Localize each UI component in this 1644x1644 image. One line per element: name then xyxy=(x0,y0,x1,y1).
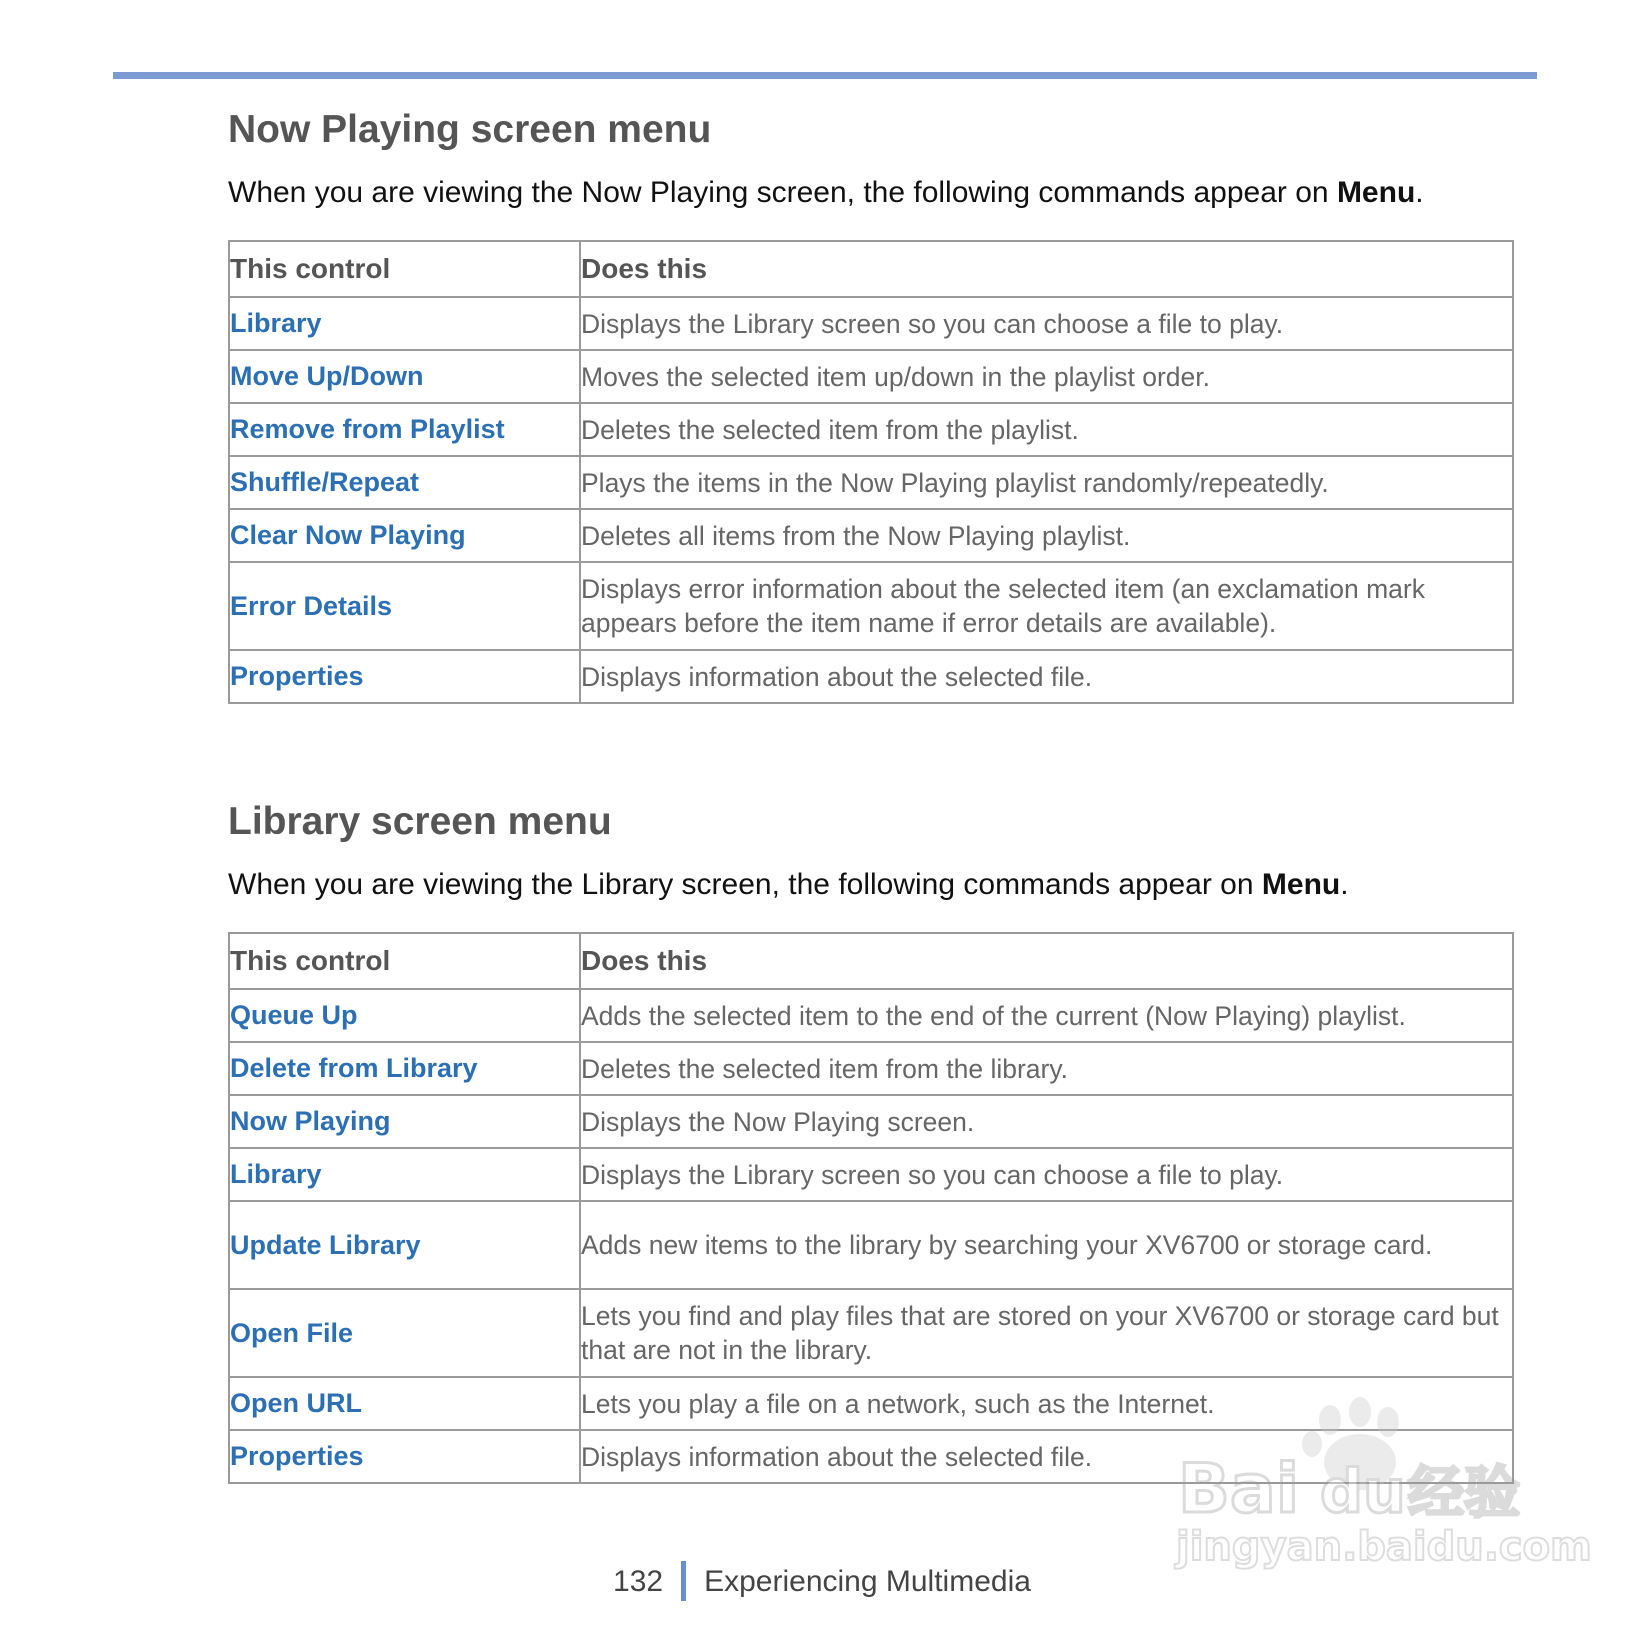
control-description: Adds new items to the library by searching your XV6700 or storage card. xyxy=(580,1201,1513,1289)
col-header-control: This control xyxy=(229,933,580,989)
section-intro: When you are viewing the Now Playing screen, the following commands appear on Menu. xyxy=(228,176,1424,209)
table-row xyxy=(229,1095,1513,1148)
control-name: Library xyxy=(229,297,580,350)
control-name: Now Playing xyxy=(229,1095,580,1148)
table-row xyxy=(229,1289,1513,1377)
table-row xyxy=(229,297,1513,350)
table-header-row xyxy=(229,933,1513,989)
section-now-playing-menu xyxy=(228,100,1514,704)
col-header-does: Does this xyxy=(580,241,1513,297)
control-description: Deletes the selected item from the library. xyxy=(580,1042,1513,1095)
table-row xyxy=(229,1201,1513,1289)
watermark-brand: Bai xyxy=(1178,1450,1300,1529)
control-description: Lets you play a file on a network, such as the Internet. xyxy=(580,1377,1513,1430)
commands-table xyxy=(228,932,1514,1484)
top-rule xyxy=(113,72,1537,79)
table-row xyxy=(229,403,1513,456)
table-row xyxy=(229,650,1513,703)
control-description: Deletes all items from the Now Playing playlist. xyxy=(580,509,1513,562)
page-number: 132 xyxy=(613,1565,664,1598)
control-description: Displays the Now Playing screen. xyxy=(580,1095,1513,1148)
table-row xyxy=(229,1148,1513,1201)
section-heading: Library screen menu xyxy=(228,800,612,843)
footer-divider xyxy=(681,1561,686,1601)
control-name: Clear Now Playing xyxy=(229,509,580,562)
control-name: Move Up/Down xyxy=(229,350,580,403)
page-footer xyxy=(0,1560,1644,1604)
watermark-url: jingyan.baidu.com xyxy=(1176,1524,1592,1570)
control-name: Properties xyxy=(229,650,580,703)
table-row xyxy=(229,456,1513,509)
control-name: Properties xyxy=(229,1430,580,1483)
commands-table xyxy=(228,240,1514,704)
watermark-brand-2: du xyxy=(1320,1457,1406,1527)
section-library-menu xyxy=(228,792,1514,1484)
watermark-cn: 经验 xyxy=(1408,1461,1520,1526)
table-row xyxy=(229,562,1513,650)
col-header-does: Does this xyxy=(580,933,1513,989)
control-description: Displays the Library screen so you can choose a file to play. xyxy=(580,1148,1513,1201)
table-row xyxy=(229,1430,1513,1483)
control-description: Displays information about the selected file. xyxy=(580,650,1513,703)
table-row xyxy=(229,989,1513,1042)
table-row xyxy=(229,1042,1513,1095)
table-row xyxy=(229,350,1513,403)
control-name: Update Library xyxy=(229,1201,580,1289)
control-name: Open File xyxy=(229,1289,580,1377)
control-name: Shuffle/Repeat xyxy=(229,456,580,509)
control-description: Moves the selected item up/down in the playlist order. xyxy=(580,350,1513,403)
control-name: Library xyxy=(229,1148,580,1201)
section-intro: When you are viewing the Library screen, the following commands appear on Menu. xyxy=(228,868,1349,901)
control-name: Remove from Playlist xyxy=(229,403,580,456)
control-name: Queue Up xyxy=(229,989,580,1042)
control-description: Displays the Library screen so you can choose a file to play. xyxy=(580,297,1513,350)
control-description: Displays information about the selected file. xyxy=(580,1430,1513,1483)
table-row xyxy=(229,1377,1513,1430)
control-description: Plays the items in the Now Playing playlist randomly/repeatedly. xyxy=(580,456,1513,509)
control-description: Adds the selected item to the end of the current (Now Playing) playlist. xyxy=(580,989,1513,1042)
control-name: Open URL xyxy=(229,1377,580,1430)
section-heading: Now Playing screen menu xyxy=(228,108,712,151)
control-name: Error Details xyxy=(229,562,580,650)
table-header-row xyxy=(229,241,1513,297)
chapter-title: Experiencing Multimedia xyxy=(704,1565,1031,1598)
control-name: Delete from Library xyxy=(229,1042,580,1095)
table-row xyxy=(229,509,1513,562)
control-description: Displays error information about the selected item (an exclamation mark appears before the item name if error details are available). xyxy=(580,562,1513,650)
control-description: Lets you find and play files that are stored on your XV6700 or storage card but that are not in the library. xyxy=(580,1289,1513,1377)
col-header-control: This control xyxy=(229,241,580,297)
control-description: Deletes the selected item from the playlist. xyxy=(580,403,1513,456)
